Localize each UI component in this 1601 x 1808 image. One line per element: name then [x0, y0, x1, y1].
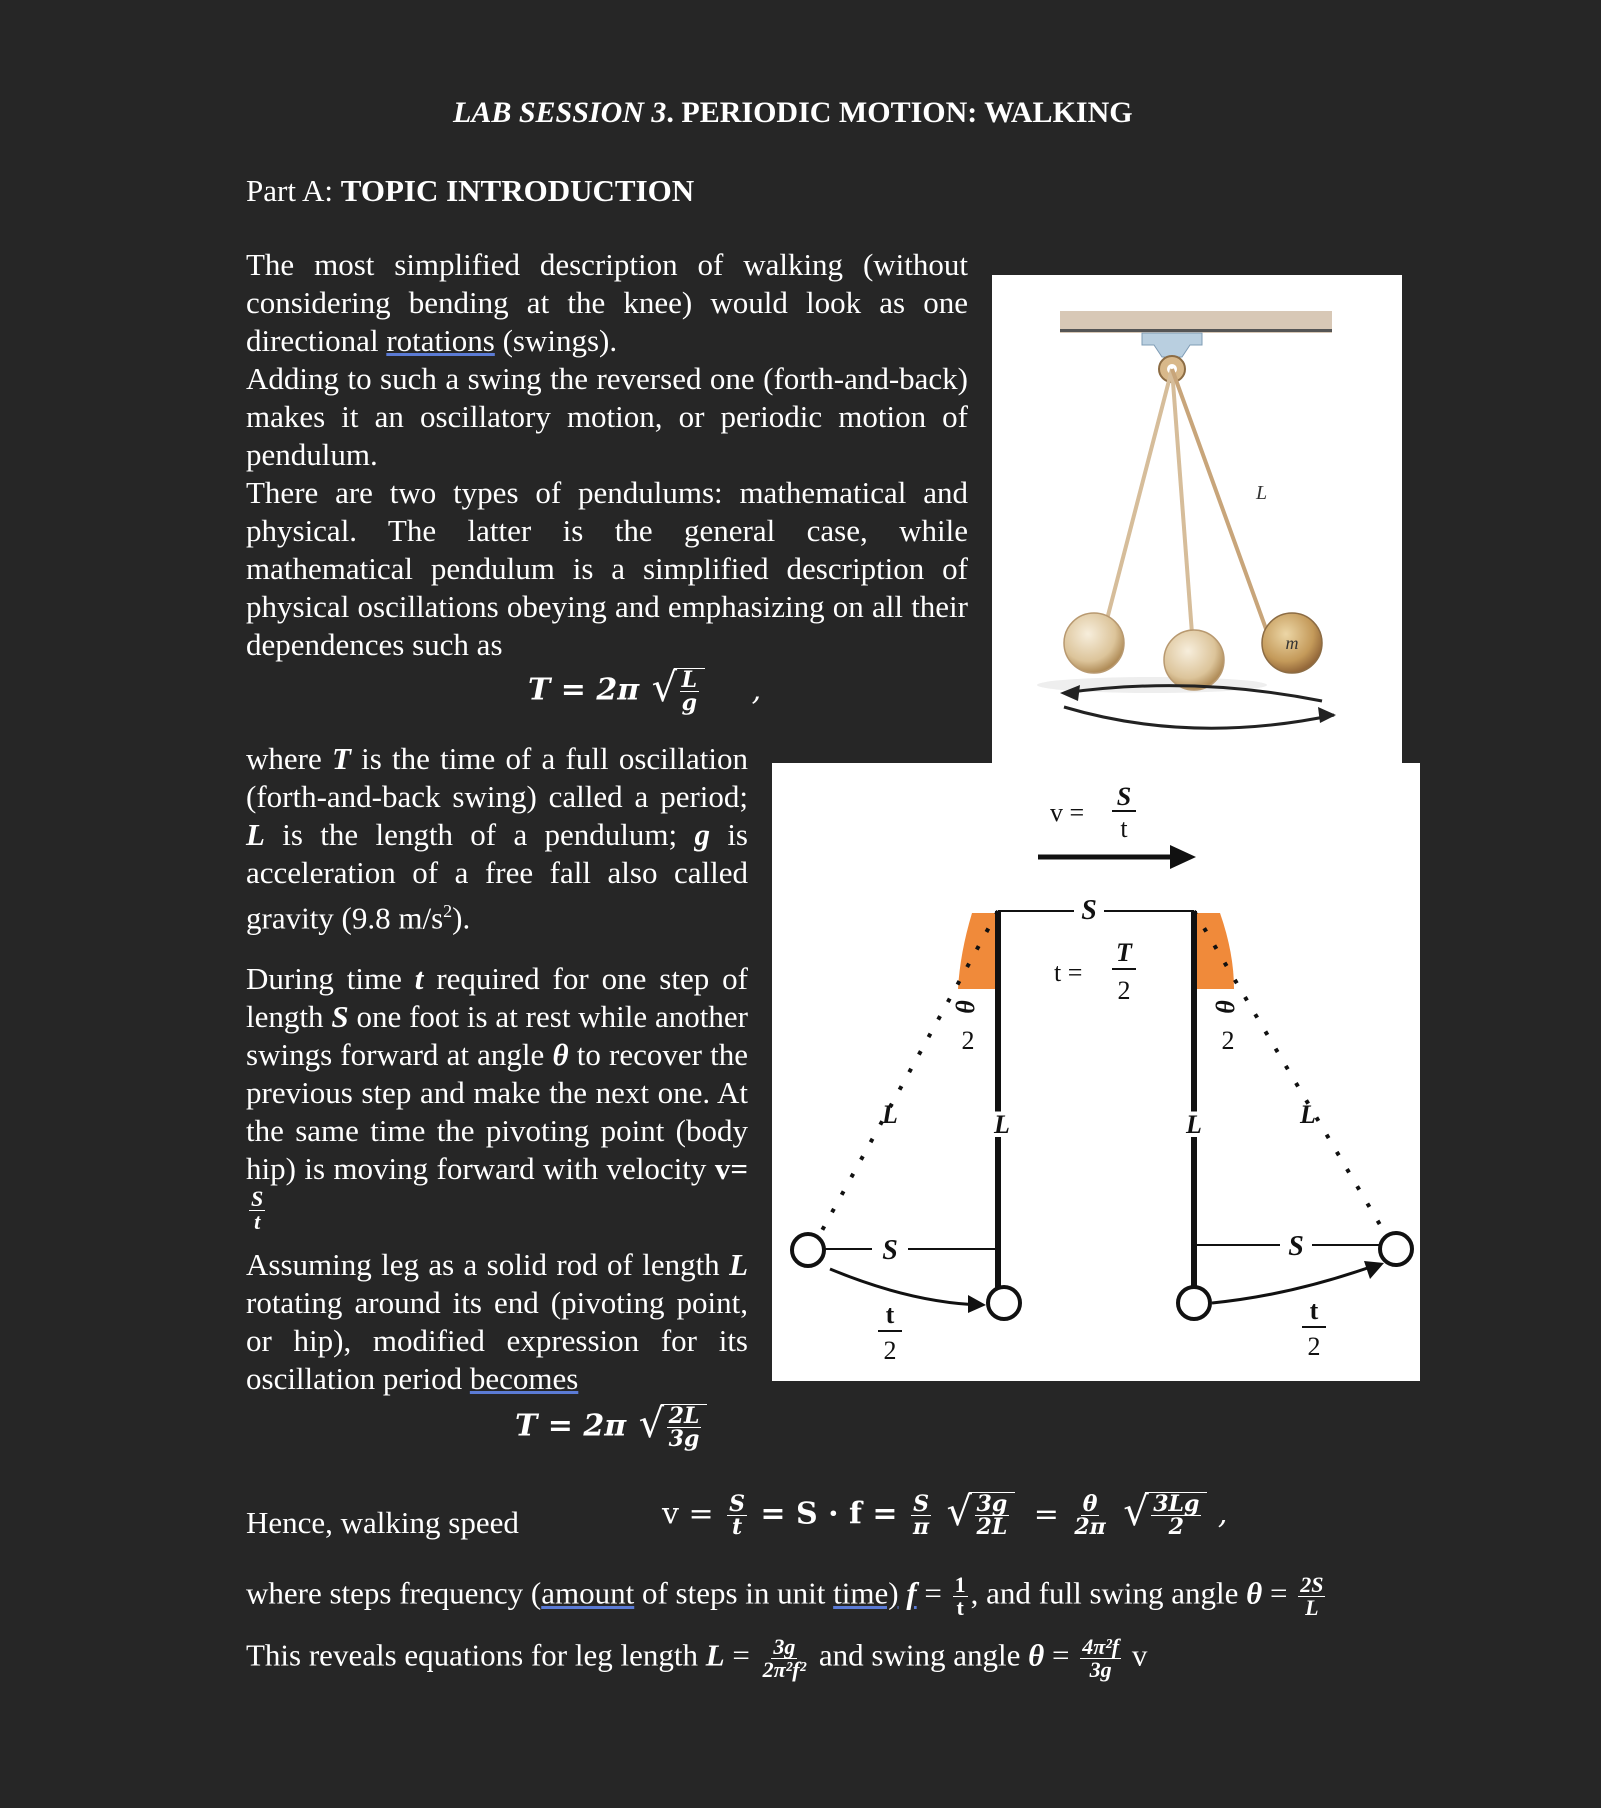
svg-text:2: 2: [1307, 1332, 1321, 1361]
svg-text:2: 2: [1221, 1026, 1235, 1055]
svg-text:L: L: [882, 1100, 898, 1129]
section-heading: Part A: TOPIC INTRODUCTION: [246, 173, 695, 208]
period-formula: T = 2π √ $\frac{L}{g}$ ,: [528, 668, 761, 714]
svg-text:t: t: [1309, 1296, 1319, 1325]
svg-text:t: t: [885, 1300, 895, 1329]
svg-text:S: S: [882, 1235, 898, 1266]
svg-text:t =: t =: [1054, 958, 1083, 987]
svg-text:v =: v =: [1050, 798, 1085, 827]
rotations-link[interactable]: rotations: [386, 323, 495, 358]
intro-p3: There are two types of pendulums: mathematical and physical. The latter is the general case, while mathematical pendulum is a simplified description of physical oscillations obeying and emphasizing on all their dependences such as: [246, 475, 968, 662]
speed-formula: v = $\frac{S}{t}$ = S · f = $\frac{S}{\pi}$ √ $\frac{3g}{2L}$ = $\frac{\theta}{2\pi}$ √ $\frac{3Lg}{2}$ ,: [662, 1492, 1227, 1538]
leg-period-formula: T = 2π √ $\frac{2L}{3g}$: [515, 1404, 707, 1450]
svg-text:S: S: [1288, 1231, 1304, 1262]
svg-text:S: S: [1081, 895, 1097, 926]
during-paragraph: During time t required for one step of length S one foot is at rest while another swings forward at angle θ to recover the previous step and make the next one. At the same time the pivoting point (body hip) is moving forward with velocity v= $\frac{S}{t}$: [246, 961, 748, 1234]
assume-paragraph: Assuming leg as a solid rod of length L rotating around its end (pivoting point, or hip), modified expression for its oscillation period becomes: [246, 1247, 748, 1396]
svg-text:S: S: [1116, 782, 1132, 811]
intro-paragraphs: [246, 246, 968, 664]
svg-text:θ: θ: [951, 1000, 980, 1014]
svg-text:L: L: [1300, 1100, 1316, 1129]
intro-p1: The most simplified description of walking (without considering bending at the knee) would look as one directional rotations (swings).: [246, 247, 968, 358]
intro-p2: Adding to such a swing the reversed one (forth-and-back) makes it an oscillatory motion, or periodic motion of pendulum.: [246, 361, 968, 472]
svg-text:T: T: [1116, 938, 1132, 967]
velocity-arrow: [1170, 845, 1196, 869]
becomes-link[interactable]: becomes: [469, 1361, 579, 1396]
pendulum-figure: [992, 275, 1402, 763]
frequency-line: where steps frequency (amount of steps in unit time) f = $\frac{1}{t}$ , and full swing angle θ = $\frac{2S}{L}$: [246, 1572, 1324, 1620]
left-angle-wedge: [958, 913, 998, 989]
svg-text:t: t: [1120, 814, 1128, 843]
reveal-line: This reveals equations for leg length L = $\frac{3g}{\text{2π²f²}}$ and swing angle θ = $\frac{\text{4π²f}}{3g}$ v: [246, 1634, 1148, 1682]
svg-text:θ: θ: [1211, 1000, 1240, 1014]
page-title: LAB SESSION 3. PERIODIC MOTION: WALKING: [453, 96, 1133, 129]
time-link[interactable]: time): [833, 1575, 899, 1611]
right-angle-wedge: [1194, 913, 1234, 989]
speed-label: Hence, walking speed: [246, 1505, 519, 1540]
svg-text:m: m: [1285, 633, 1299, 653]
amount-link[interactable]: amount: [541, 1575, 635, 1611]
svg-text:L: L: [994, 1110, 1010, 1139]
pivot-mount: [1142, 333, 1202, 357]
svg-text:L: L: [1186, 1110, 1202, 1139]
where-paragraph: where T is the time of a full oscillation (forth-and-back swing) called a period; L is the length of a pendulum; g is acceleration of a free fall also called gravity (9.8 $m/s^2$).: [246, 741, 748, 936]
svg-text:2: 2: [1117, 976, 1131, 1005]
walking-diagram: [772, 763, 1420, 1381]
svg-text:L: L: [1256, 482, 1268, 504]
svg-text:2: 2: [883, 1336, 897, 1365]
svg-text:2: 2: [961, 1026, 975, 1055]
